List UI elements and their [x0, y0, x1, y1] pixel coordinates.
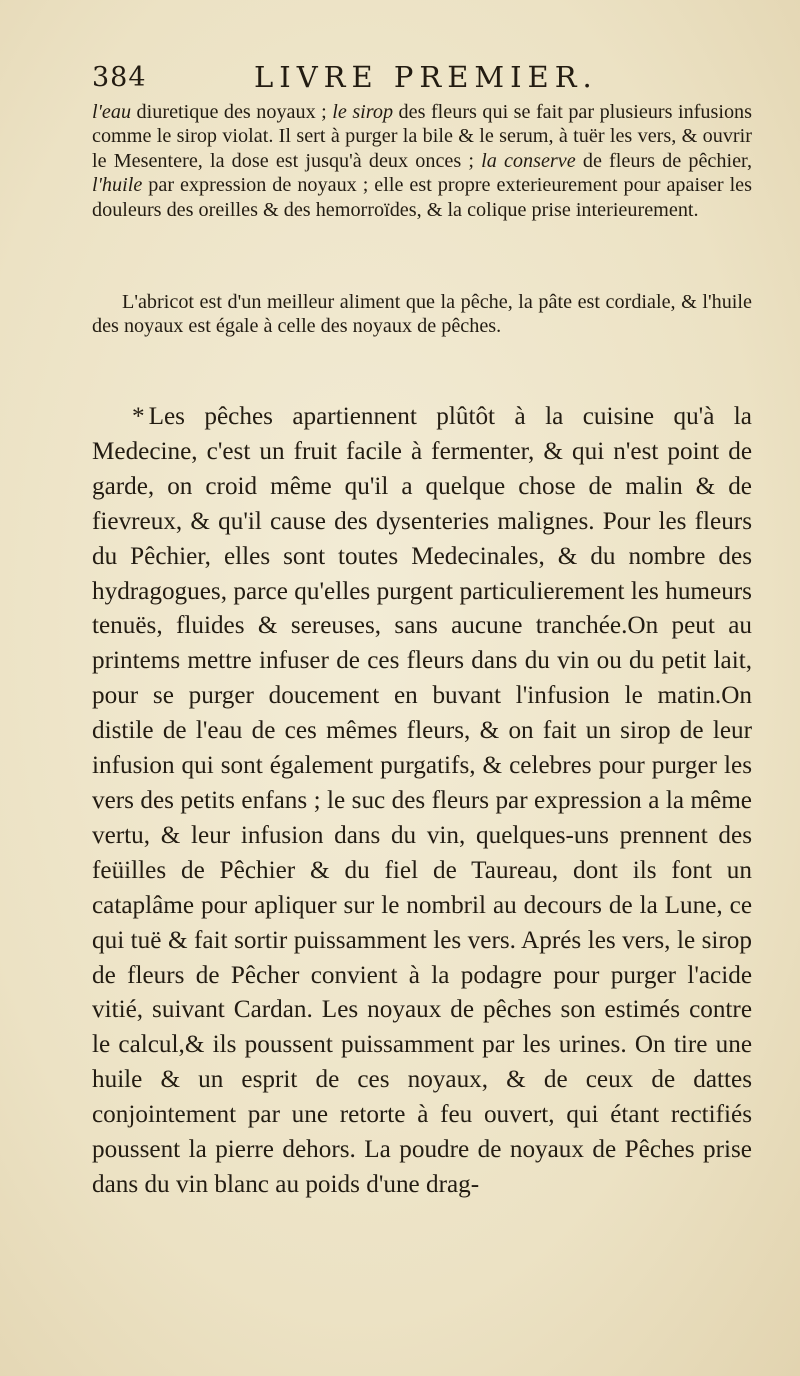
paragraph-continued: [92, 100, 752, 222]
paragraph-peches: [92, 400, 752, 1203]
page-number: 384: [92, 62, 147, 93]
text-run: de fleurs de pêchier,: [575, 149, 752, 172]
text-run: des fleurs qui se fait par plusieurs infusions comme le sirop violat. Il sert à purger la bile & le serum, à tuër les vers, & ouvrir le Mesentere, la dose est jusqu'à deux onces ;: [92, 101, 752, 172]
term-conserve: la conserve: [481, 149, 576, 172]
paragraph-peches-text: Les pêches apartiennent plûtôt à la cuisine qu'à la Medecine, c'est un fruit facile à fermenter, & qui n'est point de garde, on croid même qu'il a quelque chose de malin & de fievreux, & qu'il cause des dysenteries malignes. Pour les fleurs du Pêchier, elles sont toutes Medecinales, & du nombre des hydragogues, parce qu'elles purgent particulierement les humeurs tenuës, fluides & sereuses, sans aucune tranchée.On peut au printems mettre infuser de ces fleurs dans du vin ou du petit lait, pour se purger doucement en buvant l'infusion le matin.On distile de l'eau de ces mêmes fleurs, & on fait un sirop de leur infusion qui sont également purgatifs, & celebres pour purger les vers des petits enfans ; le suc des fleurs par expression a la même vertu, & leur infusion dans du vin, quelques-uns prennent des feüilles de Pêchier & du fiel de Taureau, dont ils font un cataplâme pour apliquer sur le nombril au decours de la Lune, ce qui tuë & fait sortir puissamment les vers. Aprés les vers, le sirop de fleurs de Pêcher convient à la podagre pour purger l'acide vitié, suivant Cardan. Les noyaux de pêches son estimés contre le calcul,& ils poussent puissamment par les urines. On tire une huile & un esprit de ces noyaux, & de ceux de dattes conjointement par une retorte à feu ouvert, qui étant rectifiés poussent la pierre dehors. La poudre de noyaux de Pêches prise dans du vin blanc au poids d'une drag-: [92, 403, 752, 1198]
running-head: LIVRE PREMIER.: [254, 60, 598, 94]
term-eau: l'eau: [92, 101, 132, 123]
term-huile: l'huile: [92, 174, 143, 197]
text-run: par expression de noyaux ; elle est propre exterieurement pour apaiser les douleurs des oreilles & des hemorroïdes, & la colique prise interieurement.: [92, 174, 752, 221]
term-sirop: le sirop: [332, 101, 394, 123]
paragraph-abricot: L'abricot est d'un meilleur aliment que la pêche, la pâte est cordiale, & l'huile des noyaux est égale à celle des noyaux de pêches.: [92, 291, 752, 338]
page-header: [92, 58, 732, 98]
footnote-marker: *: [132, 403, 145, 430]
text-run: diuretique des noyaux ;: [131, 101, 333, 123]
